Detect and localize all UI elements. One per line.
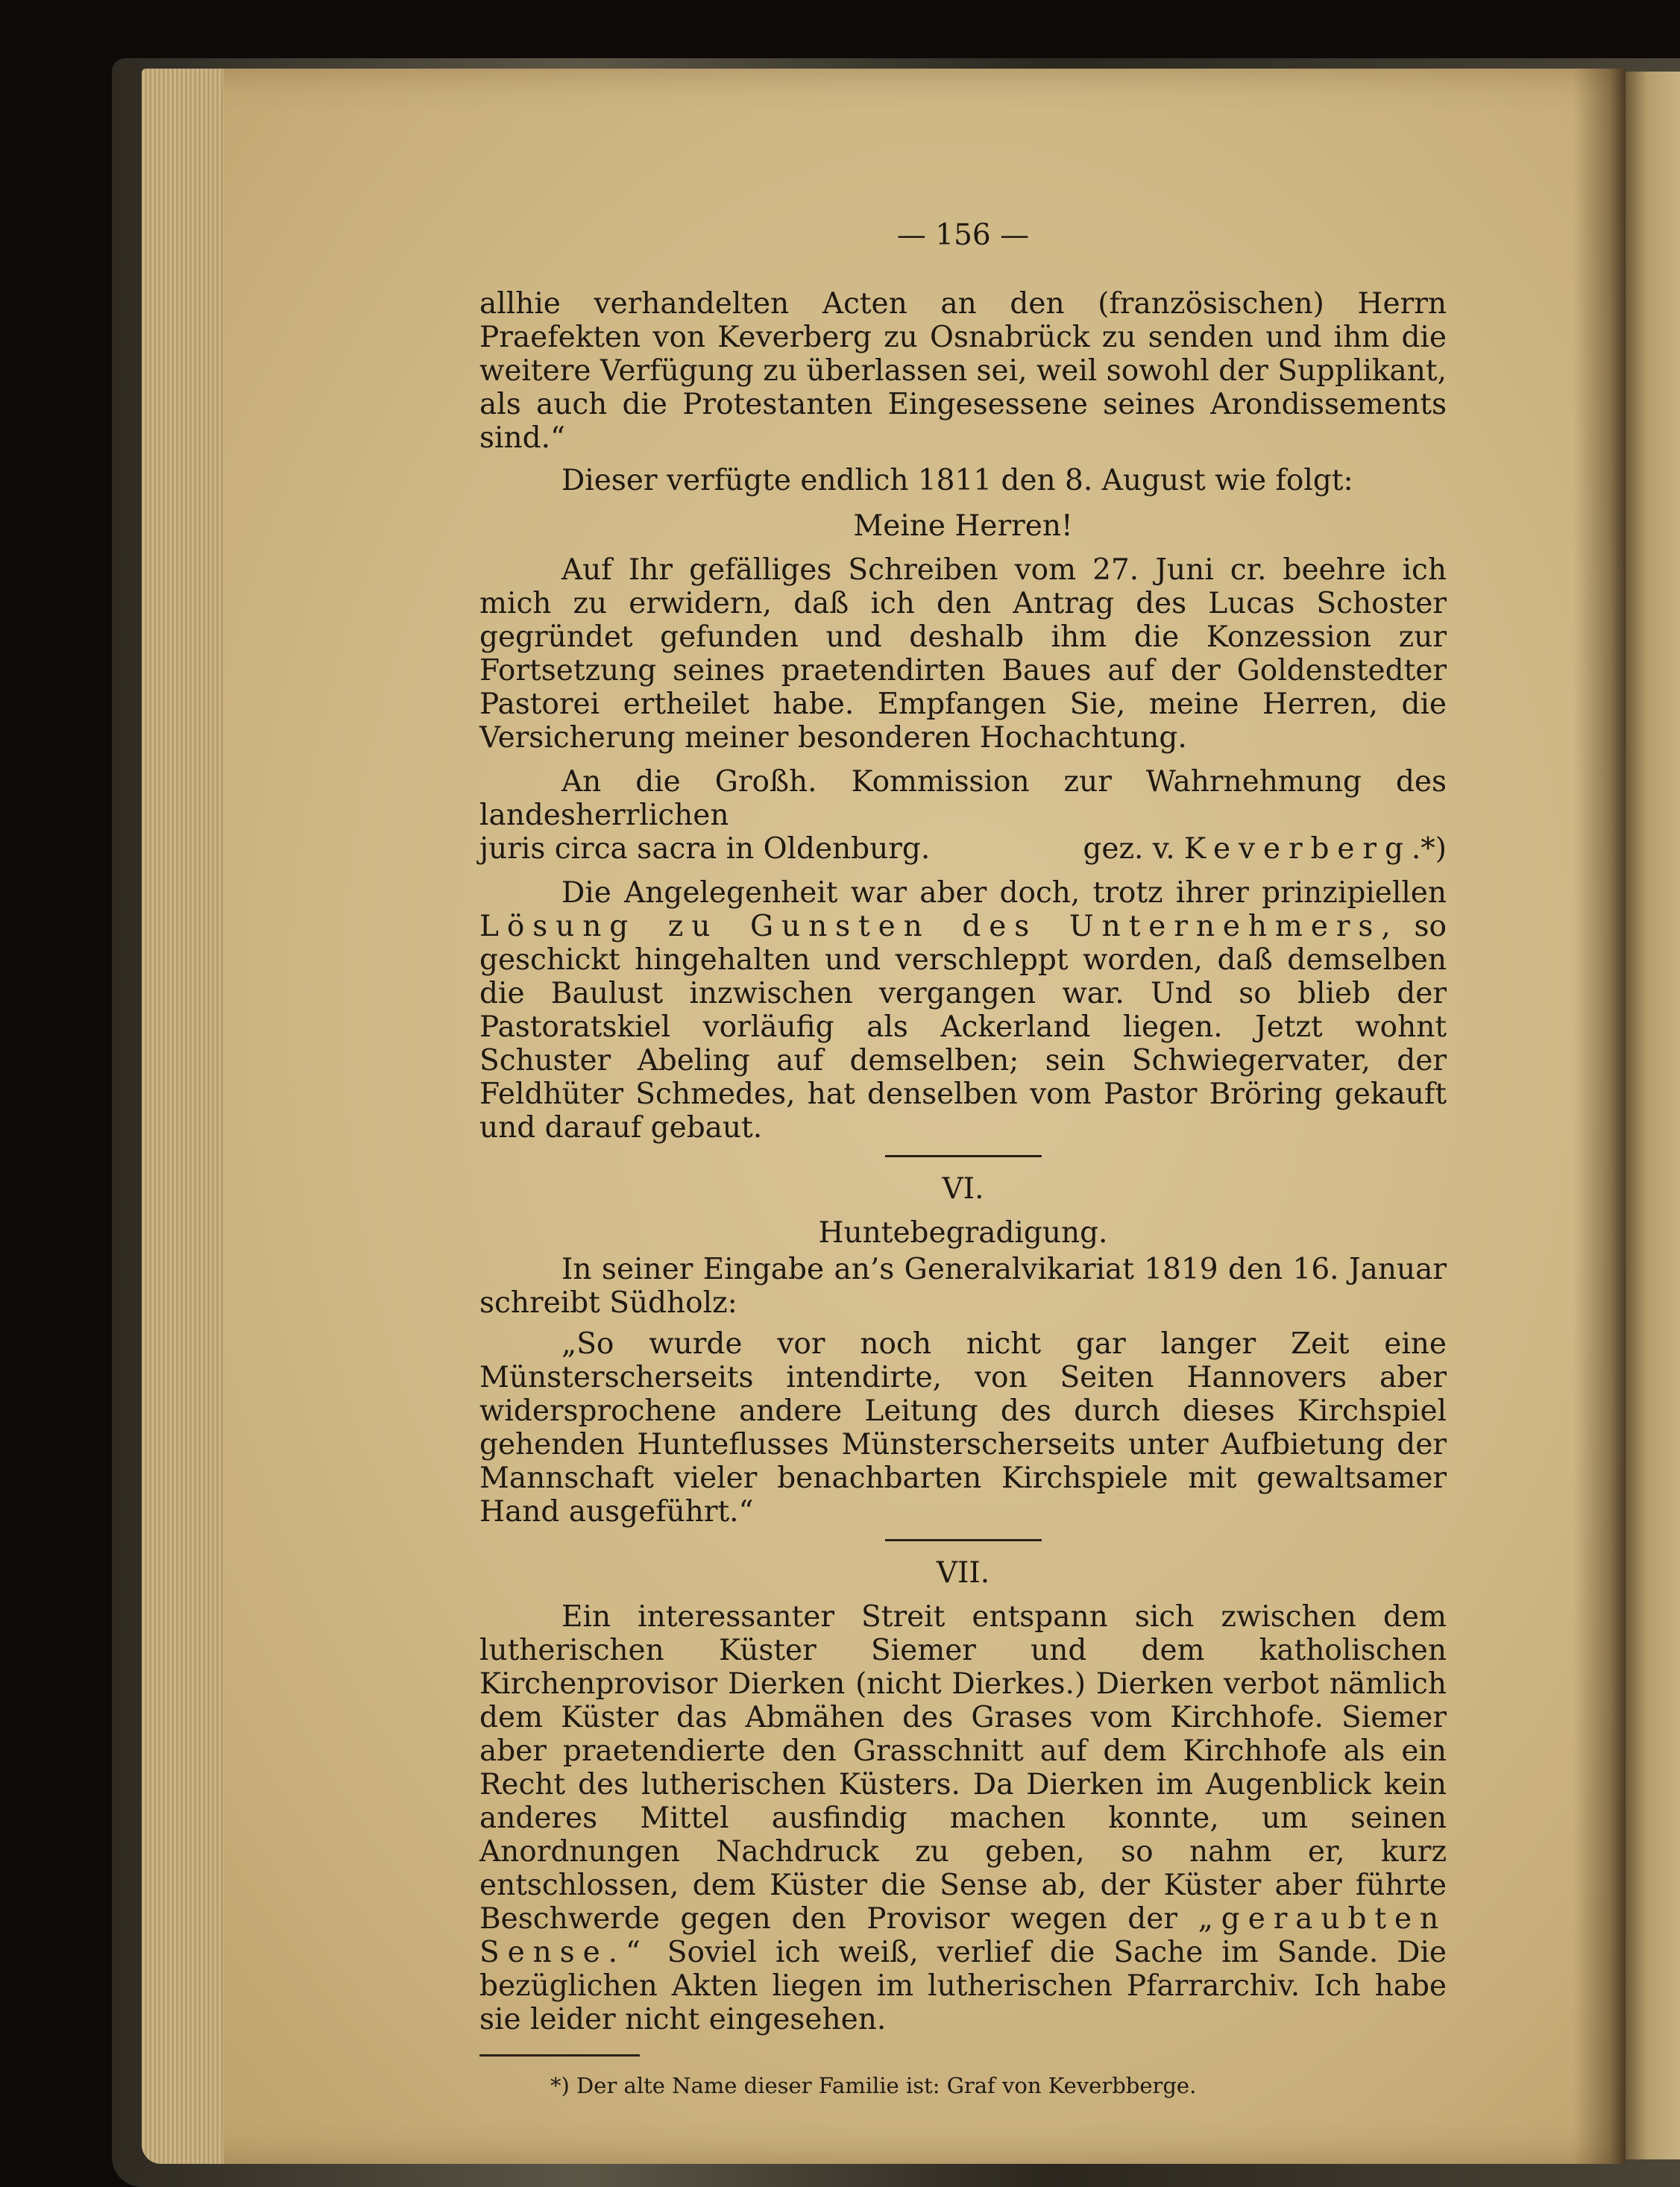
section-6-title: Huntebegradigung. (818, 1216, 1108, 1250)
page-gutter-shadow (1573, 69, 1626, 2164)
signature-prefix: gez. v. (1083, 832, 1185, 866)
footnote: *) Der alte Name dieser Familie ist: Graf von Keverbberge. (550, 2073, 1197, 2098)
section-7-numeral: VII. (936, 1556, 990, 1590)
signature (1083, 832, 1447, 866)
section-7-body-end: Soviel ich weiß, verlief die Sache im Sande. Die bezüglichen Akten liegen im lutherischen Pfarrarchiv. Ich habe sie leider nicht eingesehen. (479, 1936, 1447, 2036)
salutation: Meine Herren! (853, 509, 1073, 543)
signature-suffix: .*) (1411, 832, 1447, 866)
section-divider (885, 1539, 1042, 1541)
footnote-rule (479, 2054, 640, 2057)
section-6-quote: „So wurde vor noch nicht gar langer Zeit eine Münsterscherseits intendirte, von Seiten Hannovers aber widersprochene andere Leitung des durch dieses Kirchspiel gehenden Hunteflusses Münsterscherseits unter Aufbietung der Mannschaft vieler benachbarten Kirchspiele mit gewaltsamer Hand ausgeführt.“ (479, 1327, 1447, 1529)
section-7-emphasis: „geraubten Sense.“ (479, 1902, 1447, 1969)
address-line-2: juris circa sacra in Oldenburg. (479, 832, 931, 866)
section-divider (885, 1155, 1042, 1157)
section-7-body (479, 1600, 1447, 2036)
section-7-body-start: Ein interessanter Streit entspann sich zwischen dem lutherischen Küster Siemer und dem katholischen Kirchenprovisor Dierken (nicht Dierkes.) Dierken verbot nämlich dem Küster das Abmähen des Grases vom Kirchhofe. Siemer aber praetendierte den Grasschnitt auf dem Kirchhofe als ein Recht des lutherischen Küsters. Da Dierken im Augenblick kein anderes Mittel ausfindig machen konnte, um seinen Anordnungen Nachdruck zu geben, so nahm er, kurz entschlossen, dem Küster die Sense ab, der Küster aber führte Beschwerde gegen den Provisor wegen der (479, 1600, 1447, 1936)
page-edges (142, 69, 224, 2164)
intro-quote: allhie verhandelten Acten an den (französischen) Herrn Praefekten von Keverberg zu Osnabrück zu senden und ihm die weitere Verfügung zu überlassen sei, weil sowohl der Supplikant, als auch die Protestanten Eingesessene seines Arondissements sind.“ (479, 287, 1447, 455)
paragraph-matter-emphasis: Lösung zu Gunsten des Unternehmers (479, 910, 1382, 943)
paragraph-matter (479, 876, 1447, 1145)
signature-name: Keverberg (1184, 832, 1412, 866)
address-line-1: An die Großh. Kommission zur Wahrnehmung des landesherrlichen (479, 765, 1447, 832)
paragraph-matter-end: , so geschickt hingehalten und verschleppt worden, daß demselben die Baulust inzwischen vergangen war. Und so blieb der Pastoratskiel vorläufig als Ackerland liegen. Jetzt wohnt Schuster Abeling auf demselben; sein Schwiegervater, der Feldhüter Schmedes, hat denselben vom Pastor Bröring gekauft und darauf gebaut. (479, 910, 1447, 1145)
page-number: — 156 — (896, 218, 1030, 252)
decree-intro: Dieser verfügte endlich 1811 den 8. August wie folgt: (561, 464, 1353, 497)
section-6-numeral: VI. (942, 1172, 984, 1206)
paragraph-matter-start: Die Angelegenheit war aber doch, trotz ihrer prinzipiellen (561, 876, 1447, 910)
section-6-intro: In seiner Eingabe an’s Generalvikariat 1819 den 16. Januar schreibt Südholz: (479, 1253, 1447, 1320)
facing-page-edge (1626, 72, 1680, 2159)
body-column (479, 287, 1447, 2098)
letter-body: Auf Ihr gefälliges Schreiben vom 27. Juni cr. beehre ich mich zu erwidern, daß ich den Antrag des Lucas Schoster gegründet gefunden und deshalb ihm die Konzession zur Fortsetzung seines praetendirten Baues auf der Goldenstedter Pastorei ertheilet habe. Empfangen Sie, meine Herren, die Versicherung meiner besonderen Hochachtung. (479, 553, 1447, 755)
address-signature-line (479, 832, 1447, 866)
